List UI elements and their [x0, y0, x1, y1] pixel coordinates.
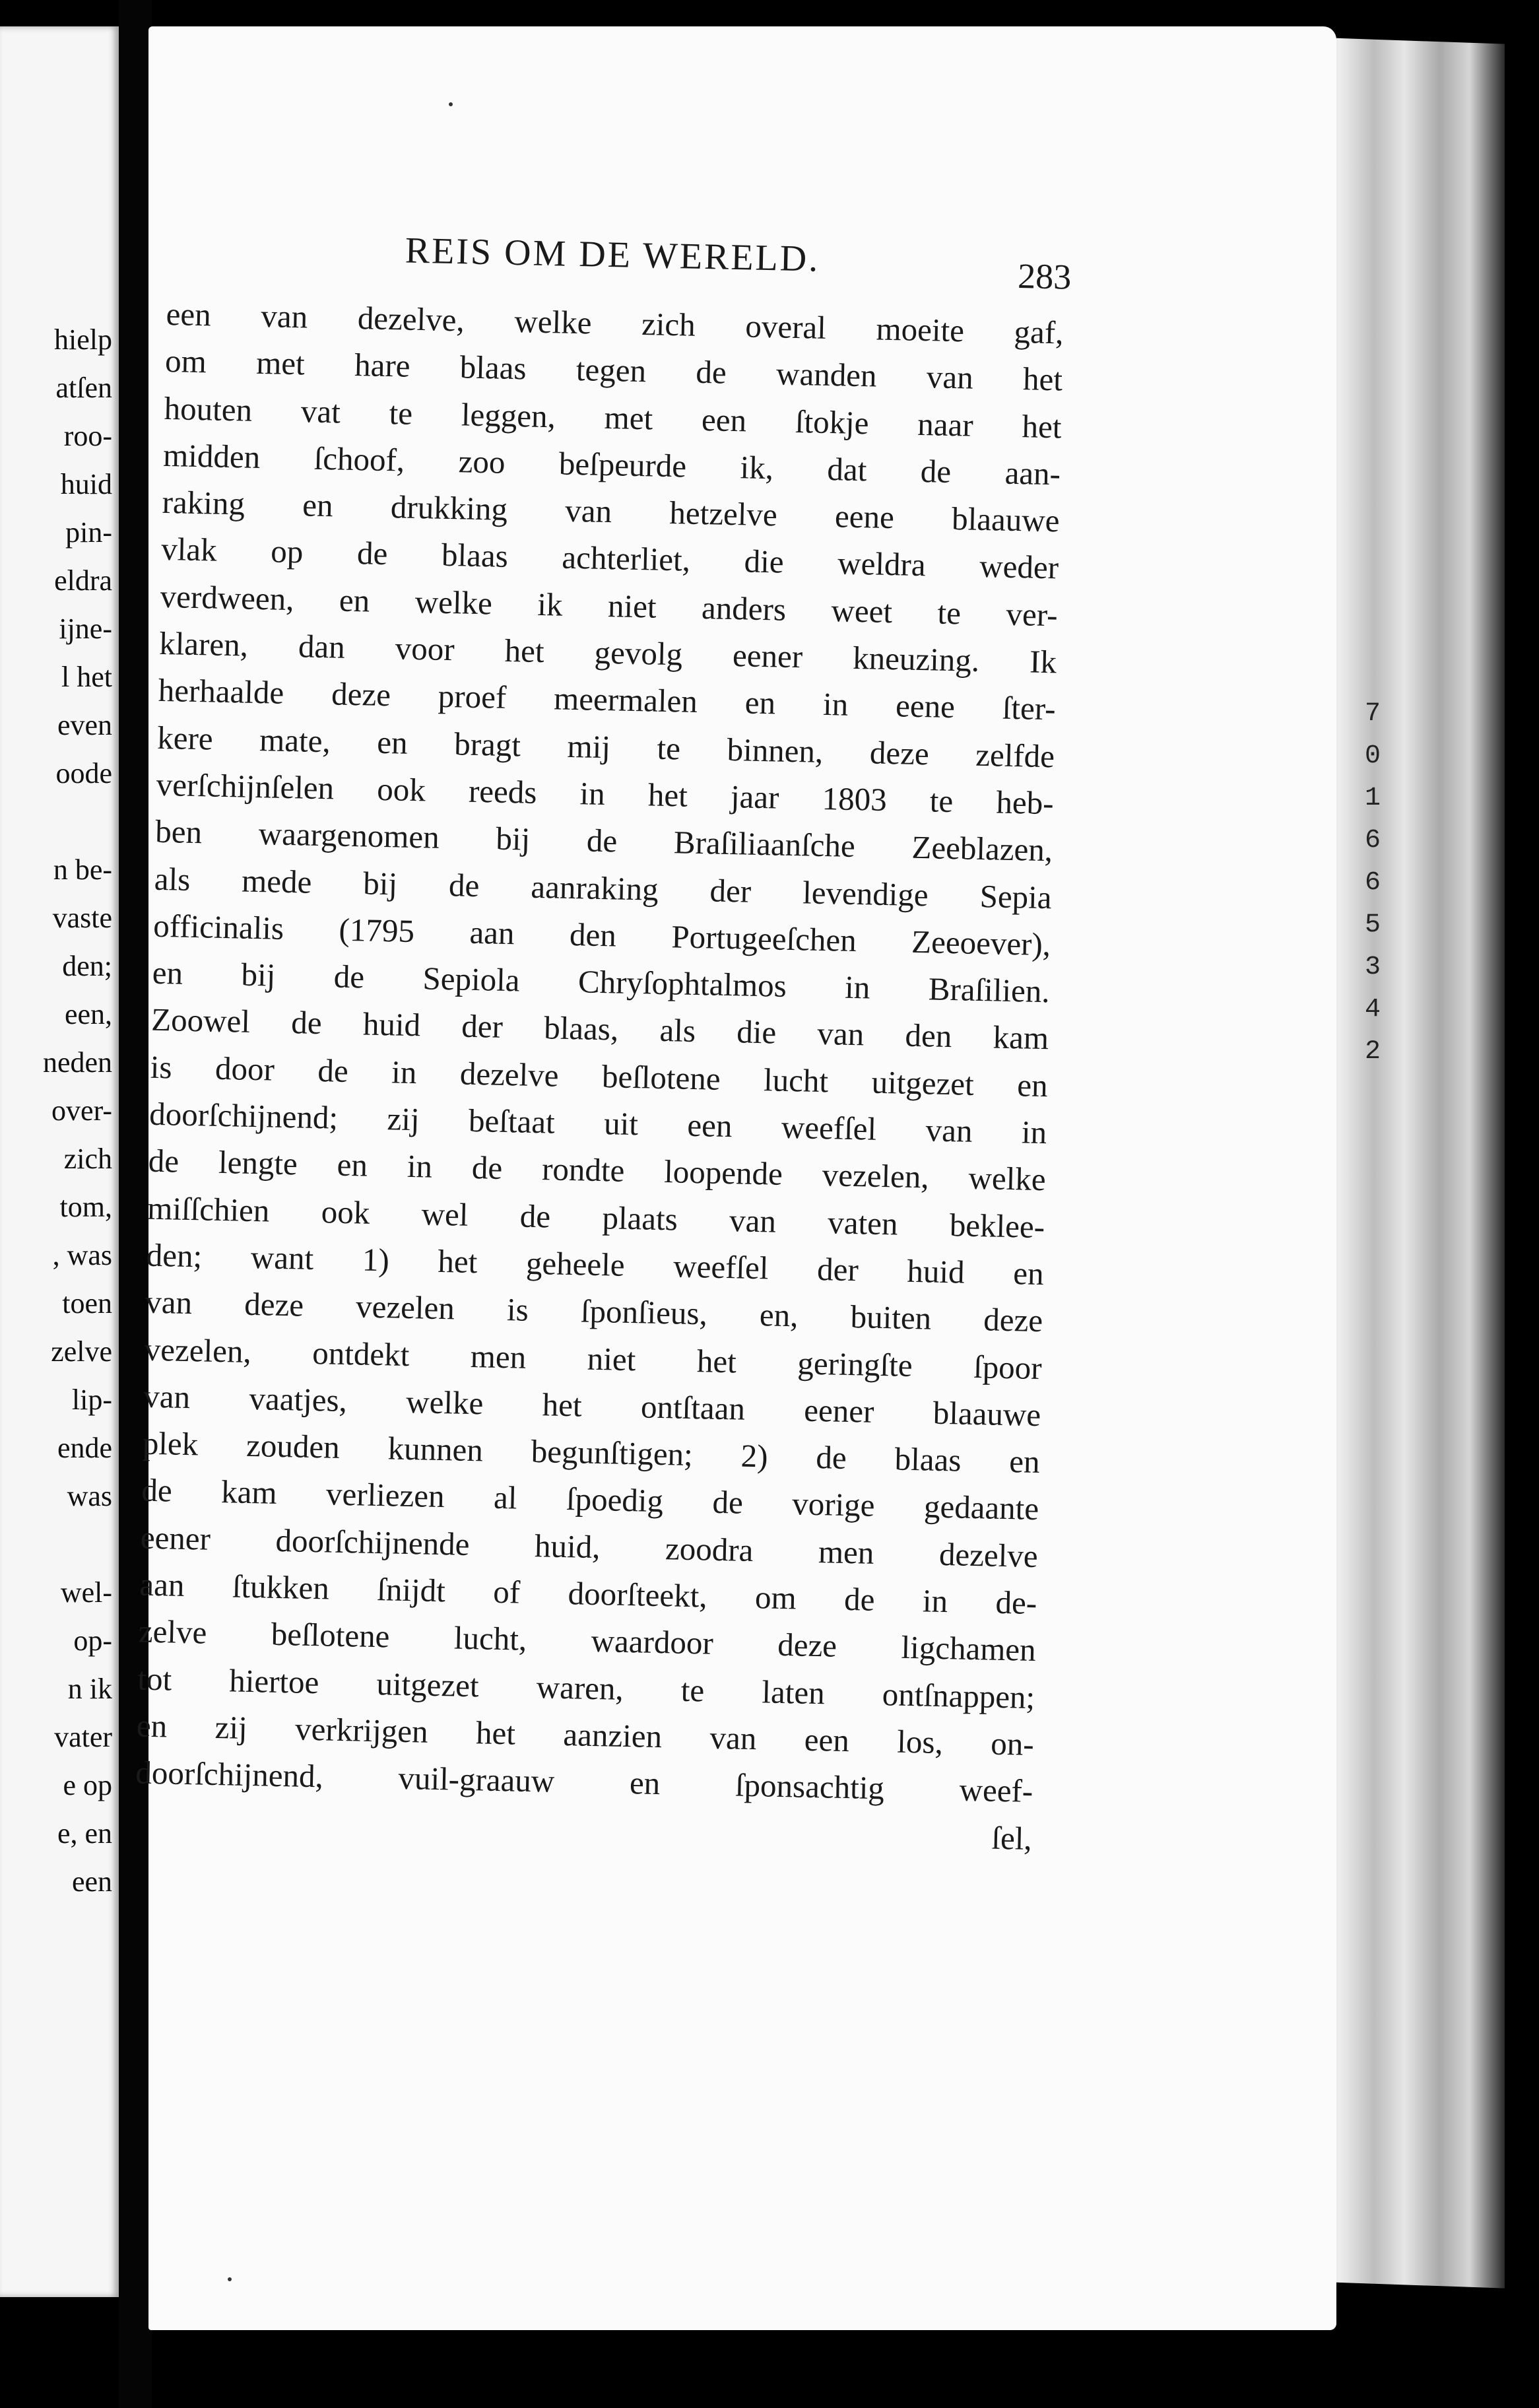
left-page-line-fragment: pin- — [65, 516, 112, 549]
left-page-line-fragment: e op — [63, 1769, 112, 1801]
text-line: klaren, dan voor het gevolg eener kneuzing. Ik — [158, 624, 1057, 681]
text-line: van vaatjes, welke het ontſtaan eener blaauwe — [143, 1378, 1041, 1433]
text-line: officinalis (1795 aan den Portugeeſchen Zeeoever), — [152, 907, 1051, 963]
edge-marks — [1359, 693, 1386, 1073]
text-line: Zoowel de huid der blaas, als die van den kam — [150, 1001, 1049, 1057]
text-line: herhaalde deze proef meermalen en in eene ſter- — [158, 672, 1057, 727]
text-line: en bij de Sepiola Chryſophtalmos in Braſilien. — [152, 954, 1051, 1010]
edge-mark: 4 — [1364, 995, 1381, 1024]
text-line: vezelen, ontdekt men niet het geringſte ſpoor — [144, 1331, 1043, 1386]
left-page-line-fragment: lip- — [71, 1384, 112, 1416]
text-line: de kam verliezen al ſpoedig de vorige gedaante — [141, 1472, 1039, 1527]
text-line: vlak op de blaas achterliet, die weldra weder — [160, 531, 1059, 586]
text-line: kere mate, en bragt mij te binnen, deze zelfde — [156, 719, 1055, 774]
text-line: plek zouden kunnen begunſtigen; 2) de blaas en — [142, 1424, 1041, 1481]
left-page-line-fragment: even — [57, 709, 112, 741]
text-line: houten vat te leggen, met een ſtokje naar het — [164, 389, 1063, 446]
text-line: doorſchijnend, vuil-graauw en ſponsachtig weef- — [135, 1754, 1033, 1810]
edge-mark: 7 — [1364, 699, 1381, 729]
text-line: de lengte en in de rondte loopende vezelen, welke — [148, 1143, 1047, 1198]
left-page-line-fragment: ijne- — [59, 613, 112, 645]
ink-speck — [228, 2277, 232, 2281]
left-page-line-fragment: eldra — [54, 564, 112, 597]
text-line: is door de in dezelve beſlotene lucht uitgezet en — [150, 1048, 1049, 1104]
left-page-line-fragment: neden — [42, 1046, 112, 1079]
left-page-line-fragment: zelve — [51, 1335, 112, 1368]
left-page-line-fragment: e, en — [57, 1817, 112, 1850]
text-line: een van dezelve, welke zich overal moeite gaf, — [166, 295, 1064, 351]
left-page-line-fragment: roo- — [63, 420, 112, 452]
text-line: eener doorſchijnende huid, zoodra men dezelve — [140, 1519, 1039, 1574]
text-line: aan ſtukken ſnijdt of doorſteekt, om de in de- — [139, 1566, 1037, 1622]
left-page-line-fragment: l het — [61, 661, 112, 693]
page-text-block — [134, 211, 1072, 1862]
text-line: ben waargenomen bij de Braſiliaanſche Zeeblazen, — [154, 813, 1053, 869]
left-page-line-fragment: n be- — [53, 853, 112, 886]
text-line: verſchijnſelen ook reeds in het jaar 1803 te heb- — [156, 766, 1055, 822]
left-page-line-fragment: ende — [57, 1432, 112, 1464]
left-page-line-fragment: zich — [63, 1143, 112, 1175]
ink-speck — [449, 102, 453, 106]
text-line: als mede bij de aanraking der levendige Sepia — [154, 860, 1053, 916]
left-page-line-fragment: vaste — [52, 902, 112, 934]
text-line: verdween, en welke ik niet anders weet te ver- — [160, 578, 1059, 634]
text-line: doorſchijnend; zij beſtaat uit een weefſel van in — [148, 1095, 1047, 1151]
left-page-line-fragment: atſen — [55, 372, 112, 404]
left-page-line-fragment: oode — [55, 757, 112, 789]
text-line: om met hare blaas tegen de wanden van het — [164, 343, 1063, 398]
left-page-line-fragment: op- — [73, 1624, 112, 1657]
left-page-line-fragment: , was — [52, 1239, 112, 1271]
text-line: tot hiertoe uitgezet waren, te laten ontſnappen; — [137, 1660, 1035, 1716]
text-line: van deze vezelen is ſponſieus, en, buiten deze — [145, 1283, 1043, 1339]
text-line: miſſchien ook wel de plaats van vaten beklee- — [147, 1189, 1045, 1245]
edge-mark: 3 — [1364, 953, 1381, 982]
left-page-line-fragment: den; — [62, 950, 112, 982]
text-line: zelve beſlotene lucht, waardoor deze ligchamen — [138, 1613, 1037, 1669]
left-page-line-fragment: vater — [54, 1721, 112, 1753]
text-line: en zij verkrijgen het aanzien van een los, on- — [136, 1707, 1035, 1762]
text-line: raking en drukking van hetzelve eene blaauwe — [162, 484, 1061, 539]
left-page-line-fragment: toen — [62, 1287, 112, 1320]
edge-mark: 1 — [1364, 784, 1381, 813]
body-text — [134, 290, 1064, 1862]
left-page-line-fragment: een — [71, 1865, 112, 1898]
text-line: den; want 1) het geheele weefſel der huid en — [146, 1236, 1045, 1292]
left-page-line-fragment: hielp — [54, 323, 112, 356]
left-page — [0, 26, 119, 2297]
left-page-line-fragment: was — [67, 1480, 112, 1512]
left-page-line-fragment: wel- — [60, 1576, 112, 1609]
edge-mark: 5 — [1364, 910, 1381, 940]
text-line: midden ſchoof, zoo beſpeurde ik, dat de aan- — [162, 436, 1061, 492]
edge-mark: 6 — [1364, 826, 1381, 855]
page-number: 283 — [1017, 255, 1072, 297]
left-page-line-fragment: n ik — [67, 1673, 112, 1705]
left-page-line-fragment: tom, — [59, 1191, 112, 1223]
left-page-line-fragment: over- — [51, 1094, 112, 1127]
edge-mark: 2 — [1364, 1037, 1381, 1067]
edge-mark: 0 — [1364, 741, 1381, 771]
edge-mark: 6 — [1364, 868, 1381, 898]
left-page-line-fragment: huid — [60, 468, 112, 500]
running-head: REIS OM DE WERELD. — [405, 230, 820, 280]
left-page-line-fragment: een, — [64, 998, 112, 1030]
text-line: ſel, — [991, 1819, 1033, 1857]
